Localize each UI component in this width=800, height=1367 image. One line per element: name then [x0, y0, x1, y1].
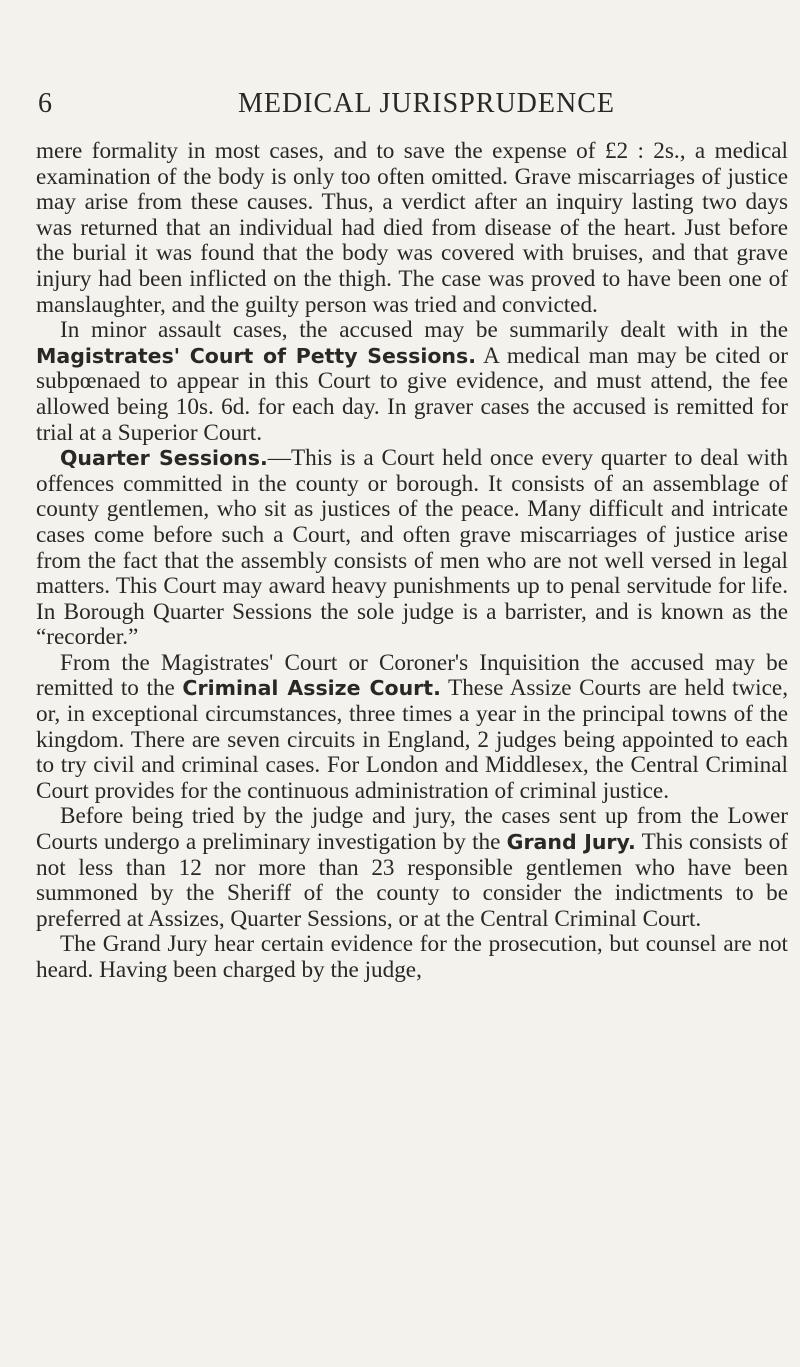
text-run: This consists of not less than 12 nor more than 23 responsible gentlemen who have been summoned by the Sheriff of the county to consider the indictments to be preferred at Assizes, Quarter Sessions, or at the Central Criminal Court. — [36, 829, 788, 932]
text-run: From the Magistrates' Court or Coroner's Inquisition the accused may be remitted to the — [36, 649, 788, 702]
running-head — [38, 88, 778, 128]
text-run: A medical man may be cited or subpœnaed to appear in this Court to give evidence, and must attend, the fee allowed being 10s. 6d. for each day. In graver cases the accused is remitted for trial at a Superior Court. — [36, 342, 788, 446]
text-run: In minor assault cases, the accused may be summarily dealt with in the — [60, 317, 788, 344]
running-title: MEDICAL JURISPRUDENCE — [238, 88, 615, 119]
paragraph-grand-jury-evidence: The Grand Jury hear certain evidence for the prosecution, but counsel are not heard. Having been charged by the judge, — [36, 931, 788, 983]
paragraph-assize-court — [36, 651, 788, 805]
text-run: —This is a Court held once every quarter to deal with offences committed in the county or borough. It consists of an assemblage of county gentlemen, who sit as justices of the peace. Many difficult and intricate cases come before such a Court, and often grave miscarriages of justice arise from the fact that the assembly consists of men who are not well versed in legal matters. This Court may award heavy punishments up to penal servitude for life. In Borough Quarter Sessions the sole judge is a barrister, and is known as the “recorder.” — [36, 445, 788, 651]
heading-quarter-sessions: Quarter Sessions. — [60, 446, 268, 471]
paragraph-grand-jury — [36, 804, 788, 932]
paragraph-quarter-sessions — [36, 446, 788, 651]
heading-grand-jury: Grand Jury. — [506, 830, 636, 855]
text-run: These Assize Courts are held twice, or, in exceptional circumstances, three times a year in the principal towns of the kingdom. There are seven circuits in England, 2 judges being appointed to each to try civil and criminal cases. For London and Middlesex, the Central Criminal Court provides for the continuous administration of criminal justice. — [36, 675, 788, 804]
heading-assize-court: Criminal Assize Court. — [182, 676, 441, 701]
body-text — [36, 139, 788, 984]
paragraph-petty-sessions — [36, 318, 788, 446]
heading-petty-sessions: Magistrates' Court of Petty Sessions. — [36, 343, 477, 368]
paragraph-expense: mere formality in most cases, and to save the expense of £2 : 2s., a medical examination of the body is only too often omitted. Grave miscarriages of justice may arise from these causes. Thus, a verdict after an inquiry lasting two days was returned that an individual had died from disease of the heart. Just before the burial it was found that the body was covered with bruises, and that grave injury had been inflicted on the thigh. The case was proved to have been one of manslaughter, and the guilty person was tried and convicted. — [36, 138, 788, 318]
page-number: 6 — [38, 88, 53, 119]
text-run: Before being tried by the judge and jury, the cases sent up from the Lower Courts undergo a preliminary investigation by the — [36, 803, 788, 856]
